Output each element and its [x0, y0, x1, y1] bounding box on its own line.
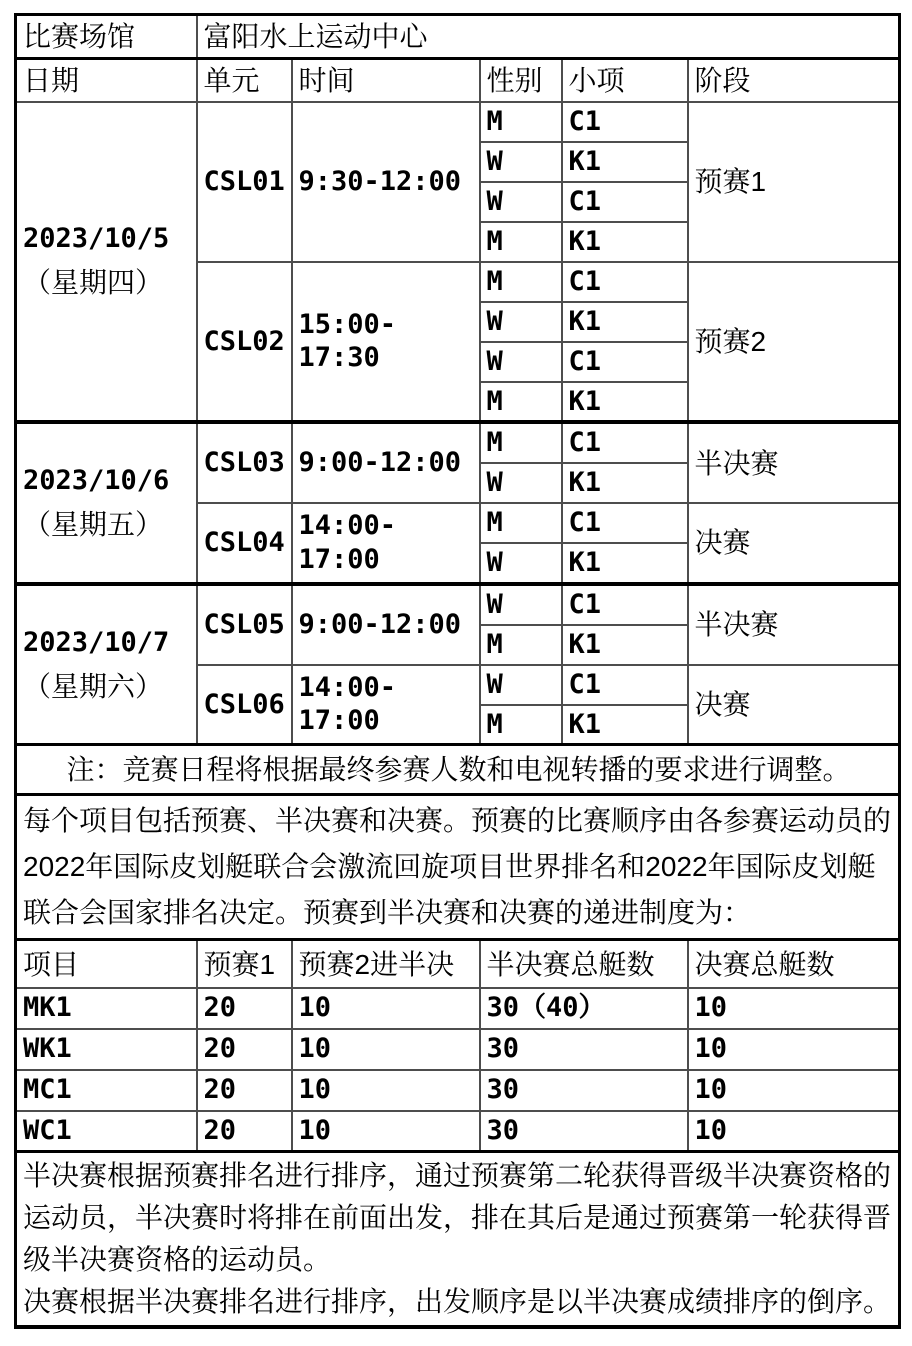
- stage-cell: 决赛: [688, 665, 900, 745]
- boat-count-cell: 10: [292, 988, 480, 1029]
- gender-cell: M: [480, 382, 562, 423]
- progression-row: [16, 988, 900, 1029]
- gender-cell: W: [480, 665, 562, 705]
- unit-cell: CSL02: [197, 262, 292, 423]
- venue-value: 富阳水上运动中心: [197, 15, 900, 59]
- boat-count-cell: 30: [480, 1029, 688, 1070]
- event-cell: K1: [562, 705, 688, 745]
- event-cell: C1: [562, 102, 688, 142]
- rules-cell: [16, 1152, 900, 1328]
- date-text: 2023/10/6: [23, 465, 170, 496]
- event-cell: K1: [562, 142, 688, 182]
- progression-col-header: 决赛总艇数: [688, 940, 900, 988]
- gender-cell: W: [480, 182, 562, 222]
- event-cell: C1: [562, 584, 688, 625]
- unit-cell: CSL01: [197, 102, 292, 262]
- event-cell: C1: [562, 342, 688, 382]
- schedule-row: [16, 422, 900, 463]
- event-code-cell: WK1: [16, 1029, 197, 1070]
- boat-count-cell: 10: [688, 1111, 900, 1152]
- date-cell: [16, 102, 197, 423]
- event-cell: K1: [562, 302, 688, 342]
- time-cell: 9:00-12:00: [292, 422, 480, 503]
- venue-label: 比赛场馆: [16, 15, 197, 59]
- event-cell: C1: [562, 422, 688, 463]
- boat-count-cell: 10: [292, 1111, 480, 1152]
- date-text: 2023/10/5: [23, 223, 170, 255]
- progression-col-header: 预赛1: [197, 940, 292, 988]
- boat-count-cell: 30: [480, 1111, 688, 1152]
- boat-count-cell: 30（40）: [480, 988, 688, 1029]
- progression-row: [16, 1111, 900, 1152]
- event-cell: C1: [562, 182, 688, 222]
- gender-cell: W: [480, 463, 562, 503]
- gender-cell: W: [480, 302, 562, 342]
- schedule-row: [16, 102, 900, 142]
- venue-row: [16, 15, 900, 59]
- boat-count-cell: 10: [688, 1070, 900, 1111]
- semifinal-rule-text: 半决赛根据预赛排名进行排序，通过预赛第二轮获得晋级半决赛资格的运动员，半决赛时将排在前面出发，排在其后是通过预赛第一轮获得晋级半决赛资格的运动员。: [23, 1160, 892, 1276]
- gender-cell: W: [480, 342, 562, 382]
- event-code-cell: MC1: [16, 1070, 197, 1111]
- event-cell: K1: [562, 543, 688, 584]
- final-rule-text: 决赛根据半决赛排名进行排序，出发顺序是以半决赛成绩排序的倒序。: [23, 1286, 892, 1318]
- date-cell: [16, 422, 197, 584]
- schedule-col-header: 小项: [562, 59, 688, 102]
- event-cell: C1: [562, 262, 688, 302]
- gender-cell: M: [480, 102, 562, 142]
- unit-cell: CSL04: [197, 503, 292, 584]
- time-cell: 9:00-12:00: [292, 584, 480, 665]
- schedule-col-header: 性别: [480, 59, 562, 102]
- stage-cell: 预赛2: [688, 262, 900, 423]
- gender-cell: W: [480, 543, 562, 584]
- boat-count-cell: 20: [197, 1111, 292, 1152]
- gender-cell: M: [480, 503, 562, 543]
- weekday-text: （星期四）: [23, 267, 164, 299]
- event-cell: K1: [562, 222, 688, 262]
- event-cell: C1: [562, 665, 688, 705]
- event-cell: K1: [562, 625, 688, 665]
- progression-col-header: 半决赛总艇数: [480, 940, 688, 988]
- event-cell: K1: [562, 382, 688, 423]
- note-row: [16, 745, 900, 795]
- schedule-col-header: 单元: [197, 59, 292, 102]
- event-code-cell: WC1: [16, 1111, 197, 1152]
- schedule-col-header: 阶段: [688, 59, 900, 102]
- event-cell: K1: [562, 463, 688, 503]
- date-cell: [16, 584, 197, 745]
- boat-count-cell: 20: [197, 1070, 292, 1111]
- unit-cell: CSL05: [197, 584, 292, 665]
- boat-count-cell: 20: [197, 1029, 292, 1070]
- schedule-sheet: [14, 13, 898, 1329]
- gender-cell: W: [480, 584, 562, 625]
- boat-count-cell: 10: [292, 1070, 480, 1111]
- boat-count-cell: 30: [480, 1070, 688, 1111]
- gender-cell: M: [480, 262, 562, 302]
- event-cell: C1: [562, 503, 688, 543]
- event-code-cell: MK1: [16, 988, 197, 1029]
- gender-cell: W: [480, 142, 562, 182]
- schedule-col-header: 日期: [16, 59, 197, 102]
- schedule-row: [16, 584, 900, 625]
- boat-count-cell: 10: [292, 1029, 480, 1070]
- boat-count-cell: 10: [688, 988, 900, 1029]
- time-cell: 15:00-17:30: [292, 262, 480, 423]
- gender-cell: M: [480, 625, 562, 665]
- stage-cell: 半决赛: [688, 584, 900, 665]
- gender-cell: M: [480, 222, 562, 262]
- progression-row: [16, 1029, 900, 1070]
- progression-intro-row: [16, 795, 900, 940]
- time-cell: 14:00-17:00: [292, 665, 480, 745]
- progression-row: [16, 1070, 900, 1111]
- stage-cell: 半决赛: [688, 422, 900, 503]
- rules-row: [16, 1152, 900, 1328]
- weekday-text: （星期五）: [23, 509, 164, 540]
- stage-cell: 决赛: [688, 503, 900, 584]
- stage-cell: 预赛1: [688, 102, 900, 262]
- time-cell: 14:00-17:00: [292, 503, 480, 584]
- gender-cell: M: [480, 705, 562, 745]
- progression-intro: 每个项目包括预赛、半决赛和决赛。预赛的比赛顺序由各参赛运动员的2022年国际皮划艇联合会激流回旋项目世界排名和2022年国际皮划艇联合会国家排名决定。预赛到半决赛和决赛的递进制度为：: [16, 795, 900, 940]
- weekday-text: （星期六）: [23, 670, 164, 702]
- date-text: 2023/10/7: [23, 626, 170, 658]
- schedule-col-header: 时间: [292, 59, 480, 102]
- unit-cell: CSL03: [197, 422, 292, 503]
- gender-cell: M: [480, 422, 562, 463]
- progression-col-header: 预赛2进半决: [292, 940, 480, 988]
- unit-cell: CSL06: [197, 665, 292, 745]
- schedule-note: 注：竞赛日程将根据最终参赛人数和电视转播的要求进行调整。: [16, 745, 900, 795]
- main-table: [14, 13, 901, 1329]
- boat-count-cell: 10: [688, 1029, 900, 1070]
- time-cell: 9:30-12:00: [292, 102, 480, 262]
- boat-count-cell: 20: [197, 988, 292, 1029]
- schedule-header-row: [16, 59, 900, 102]
- progression-header-row: [16, 940, 900, 988]
- progression-col-header: 项目: [16, 940, 197, 988]
